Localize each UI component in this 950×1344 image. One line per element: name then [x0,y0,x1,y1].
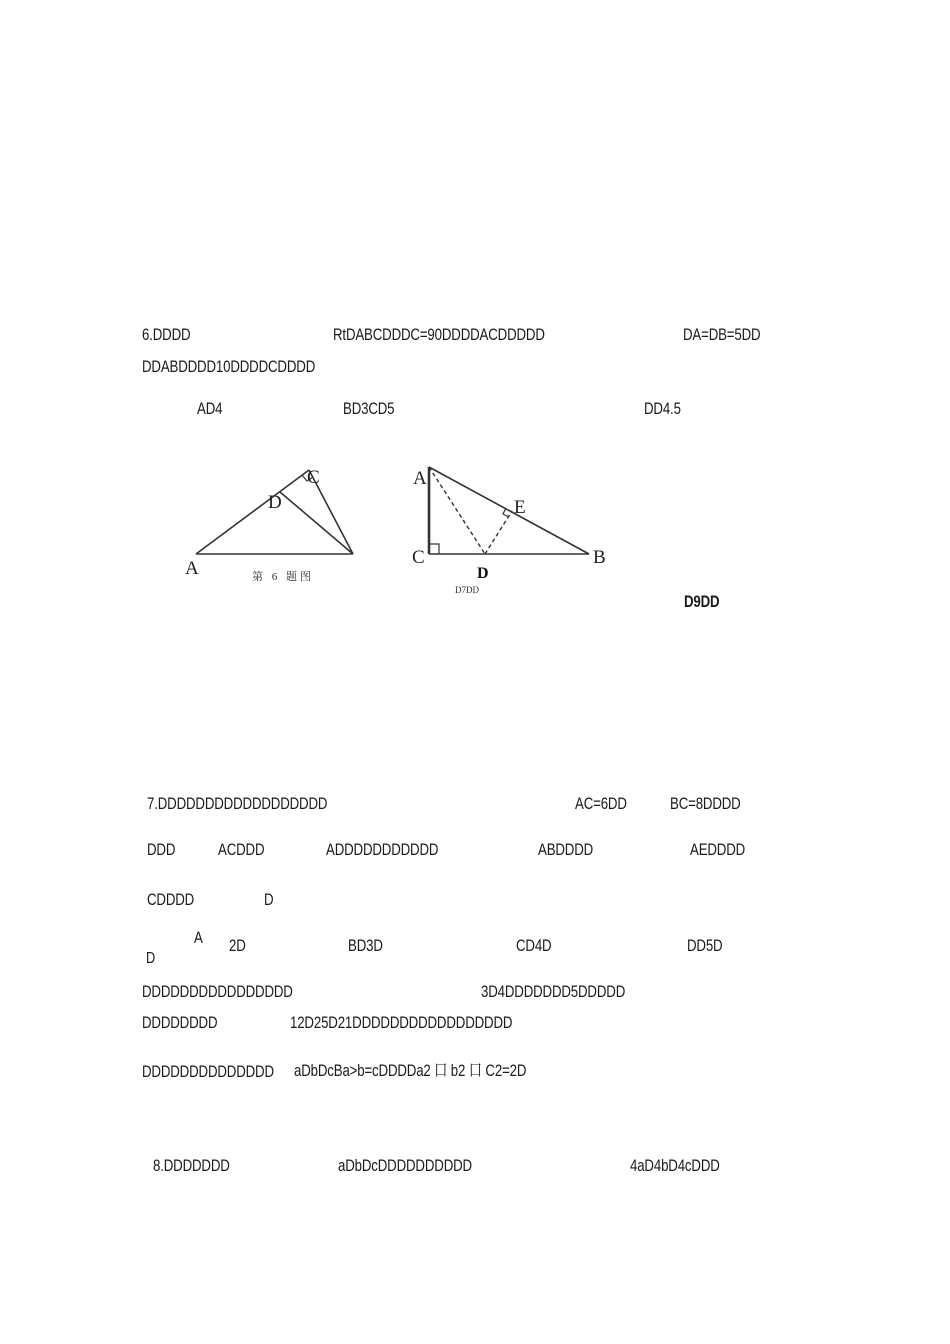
q7-option-c: CD4D [516,936,552,955]
q7-l2-e: AEDDDD [690,840,746,859]
q7-l2-d: ABDDDD [538,840,594,859]
figure-7 [429,467,589,554]
q7-cut-letter: D [146,950,156,967]
q7-l2-c: ADDDDDDDDDDD [326,840,439,859]
q7-cut-line [140,950,200,967]
q6-option-a: AD4 [197,399,223,418]
q7-l2-b: ACDDD [218,840,265,859]
fig6-caption: 第 6 题图 [252,571,314,583]
fig7-label-d: D [477,565,489,582]
fig6-label-c: C [307,467,320,488]
q6-question: DDABDDDD10DDDDCDDDD [142,357,316,376]
fig6-label-d: D [268,492,282,513]
q7-option-marker-a: A [194,928,203,947]
fig7-right-angle-e [503,508,509,517]
notes-l2-a: DDDDDDDD [142,1013,218,1032]
q7-number: 7.DDDDDDDDDDDDDDDDDD [147,794,328,813]
q7-bc: BC=8DDDD [670,794,741,813]
fig6-side-ac [196,470,309,554]
fig6-side-cb [309,470,353,554]
q7-option-a: 2D [229,936,246,955]
q7-option-b: BD3D [348,936,383,955]
fig7-label-e: E [514,497,526,518]
notes-l3-a: DDDDDDDDDDDDDD [142,1062,274,1081]
fig7-label-b: B [593,547,606,568]
q8-scaled: 4aD4bD4cDDD [630,1156,720,1175]
fig7-label-c: C [412,547,425,568]
fig7-label-a: A [413,468,427,489]
q7-ac: AC=6DD [575,794,627,813]
fig6-segment-db [280,492,353,554]
fig7-right-angle-c [430,544,439,554]
fig7-caption: D7DD [455,585,479,595]
fig7-fold-de [485,511,512,554]
notes-l1-a: DDDDDDDDDDDDDDDD [142,982,293,1001]
q6-option-d: DD4.5 [644,399,681,418]
q7-l2-a: DDD [147,840,176,859]
notes-l1-b: 3D4DDDDDDD5DDDDD [481,982,626,1001]
fig7-side-ab [429,467,589,554]
q6-number: 6.DDDD [142,325,191,344]
q6-condition: RtDABCDDDC=90DDDDACDDDDD [333,325,545,344]
q7-l3-b: D [264,890,274,909]
q6-option-b-c: BD3CD5 [343,399,395,418]
q7-l3-a: CDDDD [147,890,195,909]
notes-l2-b: 12D25D21DDDDDDDDDDDDDDDDD [290,1013,513,1032]
q6-given: DA=DB=5DD [683,325,761,344]
fig6-right-angle-mark [302,475,313,481]
q7-option-d: DD5D [687,936,723,955]
fig9-caption: D9DD [684,592,720,611]
figure-6 [196,470,353,554]
q8-number: 8.DDDDDDD [153,1156,230,1175]
notes-l3-b: aDbDcBa>b=cDDDDa2 口 b2 口 C2=2D [294,1061,527,1080]
fig6-label-a: A [185,558,199,579]
q8-sides: aDbDcDDDDDDDDDD [338,1156,472,1175]
fig7-fold-ad [429,467,485,554]
